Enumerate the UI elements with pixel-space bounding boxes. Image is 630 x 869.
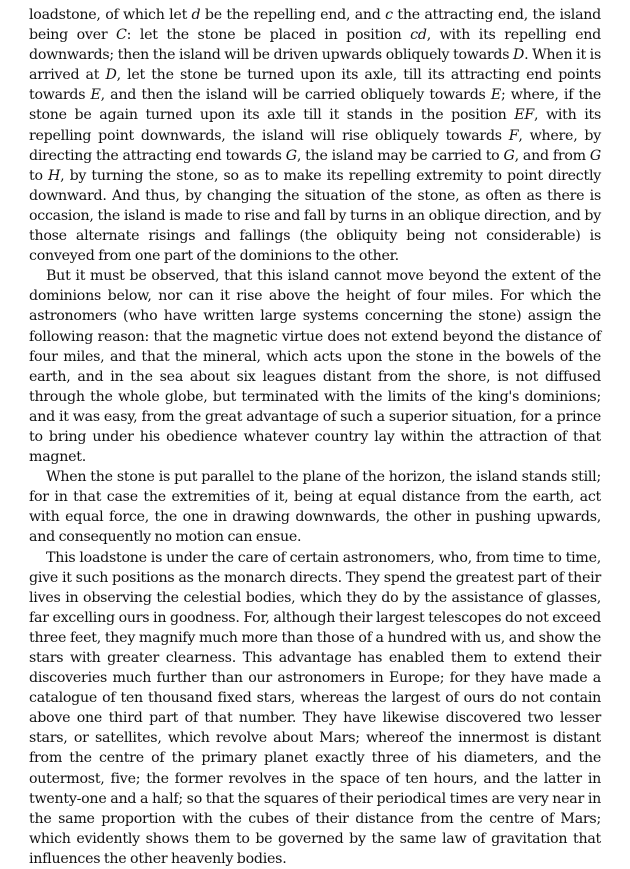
- paragraph-3: [29, 467, 601, 547]
- text-segment-italic: EF: [514, 107, 534, 124]
- text-segment: , by turning the stone, so as to make its repelling extremity to point directly downward. And thus, by changing the situation of the stone, as often as there is occasion, the island is made to rise and fall by turns in an oblique direction, and by those alternate risings and fallings (the obliquity being not considerable) is conveyed from one part of the dominions to the other.: [29, 167, 601, 265]
- text-segment: , with its repelling point downwards, the island will rise obliquely towards: [29, 107, 601, 144]
- text-segment: ; where, if the stone be again turned upon its axle till it stands in the position: [29, 87, 601, 124]
- text-segment: , and from: [514, 147, 590, 164]
- text-segment-italic: G: [503, 147, 515, 164]
- text-segment-italic: D: [105, 67, 117, 84]
- text-segment: loadstone, of which let: [29, 7, 192, 23]
- text-segment: This loadstone is under the care of certain astronomers, who, from time to time, give it such positions as the monarch directs. They spend the greatest part of their lives in observing the celestial bodies, which they do by the assistance of glasses, far excelling ours in goodness. For, although their largest telescopes do not exceed three feet, they magnify much more than those of a hundred with us, and show the stars with greater clearness. This advantage has enabled them to extend their discoveries much further than our astronomers in Europe; for they have made a catalogue of ten thousand fixed stars, whereas the largest of ours do not contain above one third part of that number. They have likewise discovered two lesser stars, or satellites, which revolve about Mars; whereof the innermost is distant from the centre of the primary planet exactly three of his diameters, and the outermost, five; the former revolves in the space of ten hours, and the latter in twenty-one and a half; so that the squares of their periodical times are very near in the same proportion with the cubes of their distance from the centre of Mars; which evidently shows them to be governed by the same law of gravitation that influences the other heavenly bodies.: [29, 549, 601, 867]
- paragraph-4: [29, 548, 601, 869]
- text-segment: , with its repelling end downwards; then the island will be driven upwards obliquely towards: [29, 27, 601, 64]
- text-segment: When the stone is put parallel to the plane of the horizon, the island stands still; for in that case the extremities of it, being at equal distance from the earth, act with equal force, the one in drawing downwards, the other in pushing upwards, and consequently no motion can ensue.: [29, 469, 601, 546]
- text-segment: the attracting end, the island being over: [29, 7, 602, 44]
- text-segment-italic: G: [589, 147, 601, 164]
- text-segment: . When it is arrived at: [29, 47, 601, 84]
- paragraph-1: [29, 5, 601, 266]
- text-segment-italic: cd: [410, 27, 427, 44]
- text-segment: But it must be observed, that this island cannot move beyond the extent of the dominions below, nor can it rise above the height of four miles. For which the astronomers (who have written large systems concerning the stone) assign the following reason: that the magnetic virtue does not extend beyond the distance of four miles, and that the mineral, which acts upon the stone in the bowels of the earth, and in the sea about six leagues distant from the shore, is not diffused through the whole globe, but terminated with the limits of the king's dominions; and it was easy, from the great advantage of such a superior situation, for a prince to bring under his obedience whatever country lay within the attraction of that magnet.: [29, 268, 601, 466]
- text-segment: , and then the island will be carried obliquely towards: [100, 87, 491, 104]
- text-segment-italic: c: [385, 7, 393, 23]
- text-segment: , the island may be carried to: [296, 147, 504, 164]
- text-segment: to: [29, 167, 48, 184]
- text-segment: , let the stone be turned upon its axle, till its attracting end points towards: [29, 67, 601, 104]
- text-segment-italic: E: [90, 87, 101, 104]
- text-segment: be the repelling end, and: [200, 7, 386, 23]
- text-segment-italic: F: [508, 127, 519, 144]
- text-segment-italic: d: [191, 7, 201, 23]
- text-segment-italic: C: [116, 27, 127, 44]
- text-segment: , where, by directing the attracting end towards: [29, 127, 602, 164]
- text-segment: : let the stone be placed in position: [126, 27, 411, 44]
- text-segment-italic: D: [513, 47, 525, 64]
- paragraph-2: [29, 266, 601, 467]
- text-segment-italic: H: [47, 167, 61, 184]
- text-segment-italic: E: [490, 87, 501, 104]
- text-segment-italic: G: [285, 147, 297, 164]
